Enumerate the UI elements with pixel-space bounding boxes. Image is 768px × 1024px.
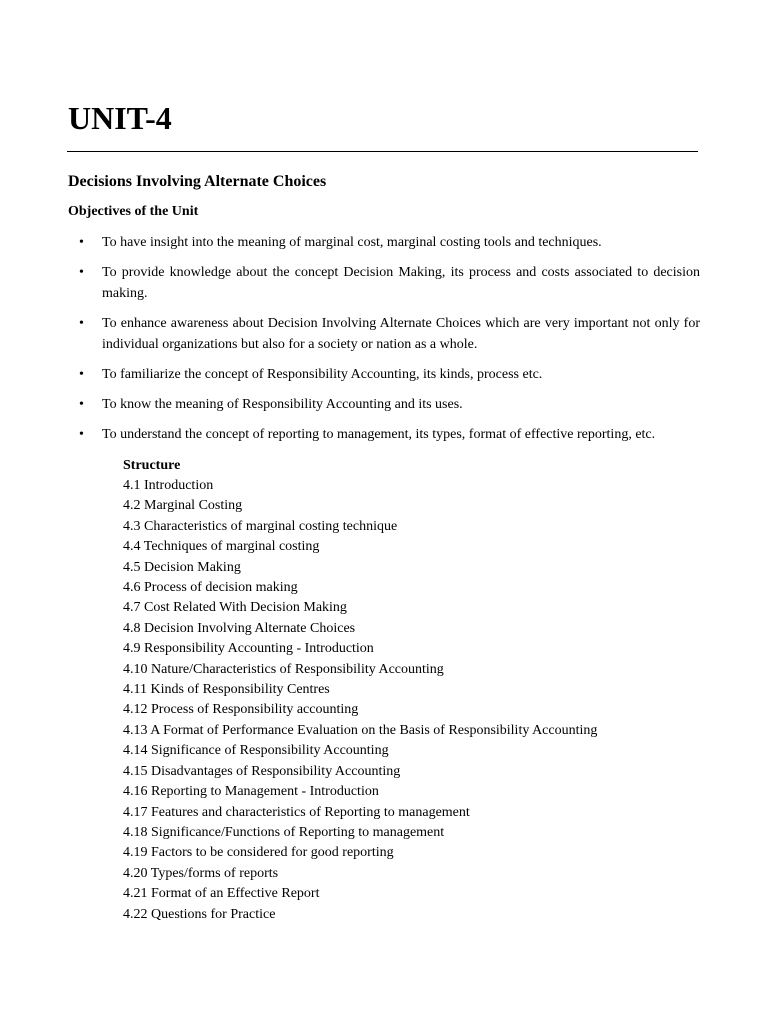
objective-item xyxy=(68,262,700,304)
structure-heading: Structure xyxy=(123,458,181,473)
structure-item: 4.12 Process of Responsibility accounting xyxy=(123,702,359,718)
objective-text: To have insight into the meaning of marginal cost, marginal costing tools and techniques. xyxy=(102,235,602,250)
structure-section xyxy=(123,456,723,925)
bullet-icon: • xyxy=(79,427,84,442)
bullet-icon: • xyxy=(79,316,84,331)
structure-list xyxy=(123,476,723,925)
structure-item: 4.11 Kinds of Responsibility Centres xyxy=(123,682,330,698)
objective-item xyxy=(68,424,700,445)
bullet-icon: • xyxy=(79,265,84,280)
structure-item: 4.21 Format of an Effective Report xyxy=(123,886,320,902)
bullet-icon: • xyxy=(79,367,84,382)
objectives-heading: Objectives of the Unit xyxy=(68,204,199,219)
objective-text: To know the meaning of Responsibility Accounting and its uses. xyxy=(102,397,463,412)
structure-item: 4.17 Features and characteristics of Reporting to management xyxy=(123,804,470,820)
objectives-list xyxy=(68,232,700,454)
objective-text: To provide knowledge about the concept Decision Making, its process and costs associated to decision making. xyxy=(102,265,700,301)
objective-item xyxy=(68,232,700,253)
section-title: Decisions Involving Alternate Choices xyxy=(68,173,327,190)
structure-item: 4.7 Cost Related With Decision Making xyxy=(123,600,347,616)
structure-item: 4.16 Reporting to Management - Introduction xyxy=(123,784,379,800)
structure-item: 4.15 Disadvantages of Responsibility Accounting xyxy=(123,763,401,779)
structure-item: 4.6 Process of decision making xyxy=(123,580,298,596)
structure-item: 4.18 Significance/Functions of Reporting to management xyxy=(123,824,445,840)
structure-item: 4.3 Characteristics of marginal costing technique xyxy=(123,518,398,534)
structure-item: 4.9 Responsibility Accounting - Introduction xyxy=(123,641,374,657)
structure-item: 4.4 Techniques of marginal costing xyxy=(123,539,320,555)
structure-item: 4.14 Significance of Responsibility Accounting xyxy=(123,743,389,759)
structure-item: 4.20 Types/forms of reports xyxy=(123,865,279,881)
structure-item: 4.19 Factors to be considered for good reporting xyxy=(123,845,394,861)
title-divider xyxy=(67,151,698,152)
structure-item: 4.5 Decision Making xyxy=(123,559,241,575)
objective-text: To understand the concept of reporting to management, its types, format of effective reporting, etc. xyxy=(102,427,656,442)
objective-text: To familiarize the concept of Responsibility Accounting, its kinds, process etc. xyxy=(102,367,543,382)
objective-item xyxy=(68,313,700,355)
objective-item xyxy=(68,394,700,415)
structure-item: 4.13 A Format of Performance Evaluation on the Basis of Responsibility Accounting xyxy=(123,722,598,738)
structure-item: 4.2 Marginal Costing xyxy=(123,498,243,514)
objective-text: To enhance awareness about Decision Involving Alternate Choices which are very important not only for individual organizations but also for a society or nation as a whole. xyxy=(102,316,700,352)
structure-item: 4.10 Nature/Characteristics of Responsibility Accounting xyxy=(123,661,444,677)
structure-item: 4.22 Questions for Practice xyxy=(123,906,276,922)
bullet-icon: • xyxy=(79,235,84,250)
bullet-icon: • xyxy=(79,397,84,412)
objective-item xyxy=(68,364,700,385)
structure-item: 4.1 Introduction xyxy=(123,478,214,493)
unit-title: UNIT-4 xyxy=(68,100,172,136)
structure-item: 4.8 Decision Involving Alternate Choices xyxy=(123,620,356,636)
